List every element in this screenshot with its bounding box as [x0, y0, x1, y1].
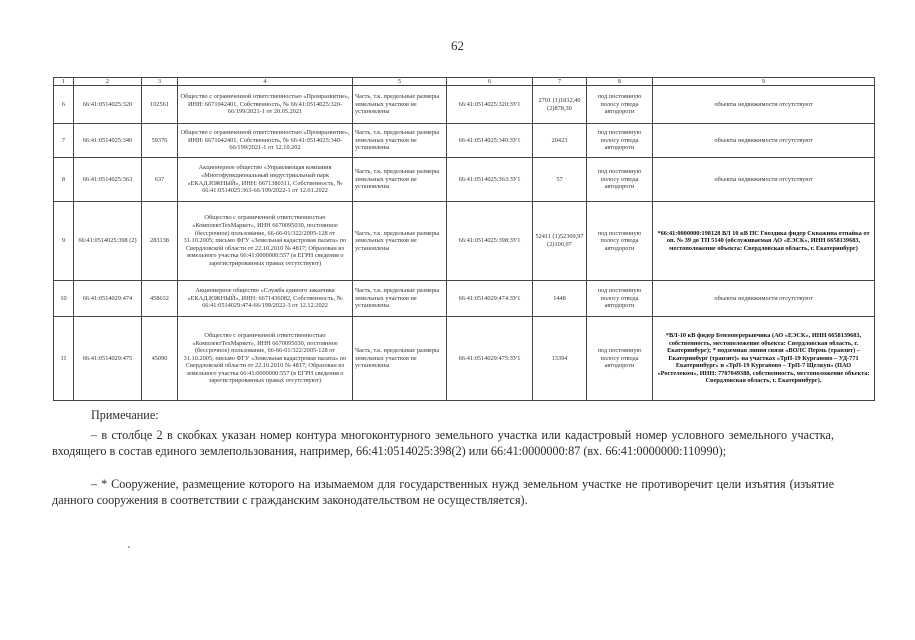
row-number: 8 — [54, 158, 74, 202]
owner-info: Общество с ограниченной ответственностью «Промразвитие», ИНН: 6671042401, Собственность, № 66:41:0514025:340-66/199/2021-1 от 12.10.202 — [178, 124, 353, 158]
plot-area: 59376 — [142, 124, 178, 158]
part-area: 1448 — [533, 281, 587, 317]
purpose: под постоянную полосу отвода автодороги — [587, 202, 653, 281]
cadastral-number: 66:41:0514025:320 — [74, 86, 142, 124]
objects-info: *66:41:0000000:198128 ВЛ 10 кВ ПС Гвоздика фидер Скважина отпайка от оп. № 39 до ТП 5140 (обслуживаемая АО «ЕЭСК», ИНН 6658139683, местоположение объекта: Свердловская область, г. Екатеринбург) — [653, 202, 875, 281]
land-plots-table — [53, 77, 875, 401]
cadastral-number: 66:41:0514029:475 — [74, 317, 142, 401]
page-number: 62 — [451, 38, 464, 53]
part-number: 66:41:0514029:475:ЗУ1 — [447, 317, 533, 401]
objects-info: объекты недвижимости отсутствуют — [653, 158, 875, 202]
header-cell: 5 — [353, 78, 447, 86]
seizure-type: Часть, т.к. предельные размеры земельных участков не установлены — [353, 86, 447, 124]
objects-info: *ВЛ-10 кВ фидер Бензоперерывчика (АО «ЕЭСК», ИНН 6658139683, собственность, местоположение объекта: Свердловская область, г. Екатеринбург); * подземная линия связи «ВОЛС Пермь (транзит) – Екатеринбург (транзит)» на участках «ТрП-19 Курганово – УД-771 Екатеринбург» и «ТрП-19 Курганово – ТрП-7 Щелкун» (ПАО «Ростелеком», ИНН: 7707049388, собственность, местоположение объекта: Свердловская область, г. Екатеринбург). — [653, 317, 875, 401]
cadastral-number: 66:41:0514025:363 — [74, 158, 142, 202]
row-number: 9 — [54, 202, 74, 281]
seizure-type: Часть, т.к. предельные размеры земельных участков не установлены — [353, 281, 447, 317]
part-area: 57 — [533, 158, 587, 202]
owner-info: Акционерное общество «Управляющая компания «Многофункциональный индустриальный парк «ЕКАД.ЮЖНЫЙ», ИНН: 6671380311, Собственность, № 66:41:0514025:363-66/199/2022-1 от 12.01.2022 — [178, 158, 353, 202]
plot-area: 458632 — [142, 281, 178, 317]
part-number: 66:41:0514029:474:ЗУ1 — [447, 281, 533, 317]
cadastral-number: 66:41:0514025:398 (2) — [74, 202, 142, 281]
table-row — [54, 124, 875, 158]
purpose: под постоянную полосу отвода автодороги — [587, 317, 653, 401]
cadastral-number: 66:41:0514029:474 — [74, 281, 142, 317]
seizure-type: Часть, т.к. предельные размеры земельных участков не установлены — [353, 124, 447, 158]
cadastral-number: 66:41:0514025:340 — [74, 124, 142, 158]
plot-area: 637 — [142, 158, 178, 202]
purpose: под постоянную полосу отвода автодороги — [587, 158, 653, 202]
objects-info: объекты недвижимости отсутствуют — [653, 124, 875, 158]
plot-area: 283138 — [142, 202, 178, 281]
objects-info: объекты недвижимости отсутствуют — [653, 86, 875, 124]
header-cell: 6 — [447, 78, 533, 86]
owner-info: Общество с ограниченной ответственностью «Промразвитие», ИНН: 6671042401, Собственность, № 66:41:0514025:320-66/199/2021-1 от 20.05.2021 — [178, 86, 353, 124]
plot-area: 102561 — [142, 86, 178, 124]
part-number: 66:41:0514025:363:ЗУ1 — [447, 158, 533, 202]
header-cell: 4 — [178, 78, 353, 86]
table-row — [54, 158, 875, 202]
note-item: – в столбце 2 в скобках указан номер контура многоконтурного земельного участка или кадастровый номер условного земельного участка, входящего в состав единого землепользования, например, 66:41:0514025:398(2) или 66:41:0000000:87 (вх. 66:41:0000000:110990); — [52, 428, 834, 458]
table-row — [54, 281, 875, 317]
header-cell: 3 — [142, 78, 178, 86]
part-number: 66:41:0514025:340:ЗУ1 — [447, 124, 533, 158]
part-area: 13394 — [533, 317, 587, 401]
header-cell: 9 — [653, 78, 875, 86]
owner-info: Акционерное общество «Служба единого заказчика «ЕКАД.ЮЖНЫЙ», ИНН: 6671436082, Собственность, № 66:41:0514029:474-66/199/2022-3 от 12.12.2022 — [178, 281, 353, 317]
header-cell: 8 — [587, 78, 653, 86]
owner-info: Общество с ограниченной ответственностью «КомплектТехМаркет», ИНН 6670095030, постоянное (бессрочное) пользование, 66-66-01/322/2005-128 от 31.10.2005; письмо ФГУ «Земельная кадастровая палата» по Свердловской области от 22.10.2010 № 4817; Образован из земельного участка 66:41:0000000:557 (в ЕГРН сведения о зарегистрированных правах отсутствуют) — [178, 202, 353, 281]
table-row — [54, 202, 875, 281]
header-cell: 1 — [54, 78, 74, 86]
plot-area: 45090 — [142, 317, 178, 401]
seizure-type: Часть, т.к. предельные размеры земельных участков не установлены — [353, 202, 447, 281]
row-number: 11 — [54, 317, 74, 401]
seizure-type: Часть, т.к. предельные размеры земельных участков не установлены — [353, 158, 447, 202]
objects-info: объекты недвижимости отсутствуют — [653, 281, 875, 317]
row-number: 7 — [54, 124, 74, 158]
header-cell: 2 — [74, 78, 142, 86]
part-number: 66:41:0514025:320:ЗУ1 — [447, 86, 533, 124]
row-number: 10 — [54, 281, 74, 317]
purpose: под постоянную полосу отвода автодороги — [587, 86, 653, 124]
table-row — [54, 317, 875, 401]
notes-title: Примечание: — [91, 408, 159, 422]
header-cell: 7 — [533, 78, 587, 86]
note-item: – * Сооружение, размещение которого на изымаемом для государственных нужд земельном участке не противоречит цели изъятия (изъятие данного сооружения в соответствии с гражданским законодательством не осуществляется). — [52, 477, 834, 507]
table-header-row — [54, 78, 875, 86]
purpose: под постоянную полосу отвода автодороги — [587, 124, 653, 158]
part-area: 20423 — [533, 124, 587, 158]
table-row — [54, 86, 875, 124]
seizure-type: Часть, т.к. предельные размеры земельных участков не установлены — [353, 317, 447, 401]
part-area: 2701 (1)1832,40 (2)878,30 — [533, 86, 587, 124]
scan-speck — [128, 546, 130, 548]
part-number: 66:41:0514025:398:ЗУ1 — [447, 202, 533, 281]
owner-info: Общество с ограниченной ответственностью «КомплектТехМаркет», ИНН 6670095030, постоянное (бессрочное) пользование, 66-66-01/322/2005-128 от 31.10.2005; письмо ФГУ «Земельная кадастровая палата» по Свердловской области от 22.10.2010 № 4817; Образован из земельного участка 66:41:0000000:557 (в ЕГРН сведения о зарегистрированных правах отсутствуют) — [178, 317, 353, 401]
row-number: 6 — [54, 86, 74, 124]
purpose: под постоянную полосу отвода автодороги — [587, 281, 653, 317]
part-area: 52411 (1)52309,97 (2)100,97 — [533, 202, 587, 281]
